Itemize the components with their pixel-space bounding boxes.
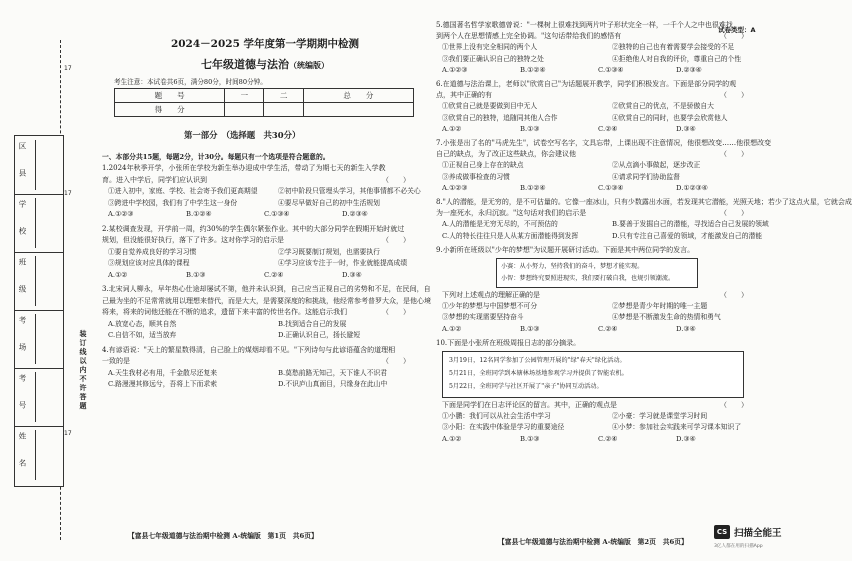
option[interactable]: ①进入初中，家庭、学校、社会寄予我们更高期望 [108, 187, 258, 195]
score-cell[interactable] [264, 103, 303, 117]
score-head: 二 [264, 89, 303, 103]
choice[interactable]: D.②③④ [676, 65, 702, 74]
binding-divider [15, 194, 63, 195]
choice[interactable]: A.①② [442, 124, 462, 133]
binding-field-input[interactable] [35, 140, 60, 190]
log-line: 5月21日，全班同学到本辖林场基地参观学习并提供了智能农机。 [449, 369, 628, 377]
binding-divider [15, 368, 63, 369]
answer-paren[interactable]: （ ） [720, 209, 748, 218]
binding-field-label: 学 校 [18, 200, 27, 241]
choice[interactable]: B.①②④ [186, 210, 212, 218]
answer-paren[interactable]: （ ） [382, 357, 410, 365]
choice[interactable]: C.②④ [264, 270, 284, 279]
option[interactable]: D.只有专注自己喜爱的领域，才能激发自己的潜能 [612, 231, 763, 240]
option[interactable]: ③小阳：在实践中体验是学习的重要途径 [442, 423, 565, 432]
binding-field-label: 姓 名 [18, 432, 27, 473]
question-stem: 一致的是 [102, 357, 130, 365]
binding-divider [15, 252, 63, 253]
choice[interactable]: B.①③ [520, 324, 540, 333]
option[interactable]: ④小梦：参加社会实践来可学习课本知识了 [612, 423, 742, 432]
binding-strip [0, 0, 100, 561]
choice[interactable]: C.①③④ [598, 183, 624, 192]
choice[interactable]: A.①②③ [442, 65, 468, 74]
choice[interactable]: B.①②④ [520, 183, 546, 192]
option[interactable]: A.人的潜能是无穷无尽的，不可预估的 [442, 220, 558, 229]
side-mark: 17 [64, 430, 72, 437]
choice[interactable]: D.②③④ [342, 210, 368, 218]
option[interactable]: ①少年的梦想与中国梦想不可分 [442, 302, 538, 311]
option[interactable]: D.正确认识自己，扬长避短 [278, 331, 361, 339]
binding-field-input[interactable] [35, 198, 60, 248]
option[interactable]: ④学习应该专注于一时，作业就能提高成绩 [278, 259, 408, 267]
option[interactable]: ③规划应该对应具体的课程 [108, 259, 190, 267]
question-stem: 7.小张是出了名的"马虎先生"，试卷空写名字，文具忘带，上课出现不注意情况，他很想改变……他很想改变 [436, 139, 772, 147]
question-stem: 到两个人在思想情感上完全协调。"这句话带给我们的感悟有 [436, 32, 622, 41]
option[interactable]: ②梦想是青少年时期的唯一主题 [612, 302, 708, 311]
answer-paren[interactable]: （ ） [720, 32, 748, 41]
choice[interactable]: A.①②③ [442, 183, 468, 192]
question-stem: 规划，但没能很好执行，落下了许多。这对你学习的启示是 [102, 236, 284, 244]
subject-title: 七年级道德与法治（统编版） [201, 58, 329, 71]
student-info-box [14, 135, 64, 487]
log-line: 5月22日，全班同学与社区开展了"亲子"协同互动活动。 [449, 382, 603, 390]
scanner-watermark [714, 523, 792, 555]
question-stem: 点，其中正确的有 [436, 91, 492, 100]
page-left [98, 0, 431, 561]
part1-title: 第一部分 （选择题 共30分） [184, 130, 301, 140]
choice[interactable]: C.①③④ [264, 210, 290, 218]
option[interactable]: ③梦想的实现需要坚持奋斗 [442, 313, 524, 322]
choice[interactable]: A.①② [108, 270, 128, 279]
binding-field-label: 考 号 [18, 374, 27, 415]
score-cell[interactable] [225, 103, 264, 117]
answer-paren[interactable]: （ ） [382, 236, 410, 244]
question-stem: 6.在道德与法治课上，老师以"欣赏自己"为话题展开教学，同学们积极发言。下面是部分同学的观 [436, 80, 737, 88]
question-sub: 下面是同学们在日志评论区的留言。其中，正确的观点是 [442, 400, 617, 409]
option[interactable]: ④要尽早做好自己的初中生活规划 [278, 198, 380, 207]
exam-type: 试卷类型：A [718, 26, 756, 34]
question-stem: 9.小新所在班级以"少年的梦想"为议题开展研讨活动。下面是其中两位同学的发言。 [436, 245, 695, 254]
scanner-name: 扫描全能王 [734, 528, 782, 539]
answer-paren[interactable]: （ ） [720, 91, 748, 100]
choice[interactable]: D.③④ [676, 124, 696, 133]
answer-paren[interactable]: （ ） [382, 308, 410, 316]
option[interactable]: ②独特的自己也有着需要学会接受的不足 [612, 43, 735, 52]
page-right [428, 0, 852, 561]
score-head: 总 分 [303, 89, 413, 103]
scanner-tagline: 3亿人都在用的扫描App [714, 544, 763, 549]
binding-field-label: 考 场 [18, 316, 27, 357]
option[interactable]: ③养成做事检查的习惯 [442, 172, 510, 181]
option[interactable]: C.自信不如，适当放弃 [108, 331, 177, 339]
binding-field-input[interactable] [35, 372, 60, 422]
choice[interactable]: B.①②④ [520, 65, 546, 74]
option[interactable]: ④欣赏自己的同时，也要学会欣赏他人 [612, 113, 728, 122]
page-footer: 【富县七年级道德与法治期中检测 A-统编版 第2页 共6页】 [498, 538, 688, 546]
scanner-logo: CS [714, 525, 730, 539]
choice[interactable]: C.②④ [598, 324, 618, 333]
question-stem: 育。进入中学后，同学们应认识到 [102, 175, 207, 184]
log-line: 3月19日，12名同学参加了公园管理开展的"绿"春天"绿化活动。 [449, 356, 626, 364]
question-stem: 1.2024年秋季开学，小张所在学校为新生举办迎成中学生活，带动了为期七天的新生入学教 [102, 164, 386, 172]
question-stem: 8."人的潜能，是无穷的，是不可估量的。它像一座冰山，只有少数露出水面，若发现其它潜能，光照天地；若少了这点火星，它就会成 [436, 198, 852, 206]
exam-notice: 考生注意：本试卷共6页，满分80分，时间80分钟。 [114, 78, 267, 86]
score-row-label: 得 分 [115, 103, 225, 117]
side-mark: 17 [64, 190, 72, 197]
option[interactable]: A.放宽心态，顺其自然 [108, 319, 177, 328]
binding-divider [15, 426, 63, 427]
option[interactable]: ③我们要正确认识自己的独特之处 [442, 54, 544, 63]
choice[interactable]: D.③④ [342, 270, 362, 279]
seal-notice: 装订线以内不许答题 [79, 330, 88, 411]
log-box [442, 351, 744, 398]
choice[interactable]: C.②④ [598, 434, 618, 443]
score-head: 题 号 [115, 89, 225, 103]
question-stem: 2.某校调查发现，开学前一周，约30%的学生偶尔紧张作业。其中的大部分同学在假期开始时就过 [102, 224, 405, 233]
option[interactable]: ①世界上没有完全相同的两个人 [442, 43, 538, 52]
option[interactable]: D.不识庐山真面目，只缘身在此山中 [278, 380, 388, 388]
binding-field-label: 班 级 [18, 258, 27, 299]
dialog-line: 小智：梦想终究要照进现实，我们要打破自我，也规引领潮流。 [501, 274, 675, 282]
option[interactable]: ①欣赏自己就是要做到目中无人 [442, 102, 538, 111]
choice[interactable]: C.①③④ [598, 65, 624, 74]
exam-title: 2024－2025 学年度第一学期期中检测 [170, 38, 360, 50]
question-stem: 自己的缺点，为了改正这些缺点，你会建议他 [436, 150, 576, 159]
option[interactable]: C.人的特长往往只是人从某方面潜能得到发挥 [442, 231, 579, 240]
right-questions [436, 20, 852, 520]
binding-field-input[interactable] [35, 256, 60, 306]
binding-divider [15, 310, 63, 311]
question-stem: 3.北宋词人柳永，早年热心仕途却屡试不第，他并未认识到，自己应当正视自己的劣势和不足，在民间，自 [102, 285, 431, 293]
option[interactable]: C.路漫漫其修远兮，吾将上下而求索 [108, 380, 218, 388]
score-cell[interactable] [303, 103, 413, 117]
binding-field-input[interactable] [35, 430, 60, 480]
question-stem: 5.德国著名哲学家歌德曾说："一棵树上很难找到两片叶子形状完全一样，一千个人之中也很难找 [436, 21, 733, 29]
option[interactable]: ③跨进中学校园，我们有了中学生这一身份 [108, 198, 238, 207]
score-table [114, 88, 414, 117]
choice[interactable]: B.①③ [520, 124, 540, 133]
question-stem: 为一座死水，永归沉寂。"这句话对我们的启示是 [436, 209, 587, 218]
choice[interactable]: A.①② [442, 324, 462, 333]
option[interactable]: ①正视自己身上存在的缺点 [442, 161, 524, 170]
option[interactable]: B.要善于发掘自己的潜能，寻找适合自己发展的领域 [612, 220, 769, 229]
question-sub: 下列对上述观点的理解正确的是 [442, 290, 540, 299]
answer-paren[interactable]: （ ） [720, 400, 748, 409]
question-stem: 己最为坐的不足常常就用以理想来替代，而是大大，是需要深度的和挑战，他经常参考普罗大众，是他心境 [102, 296, 431, 305]
choice[interactable]: D.③④ [676, 434, 696, 443]
option[interactable]: ②从点滴小事做起，逐步改正 [612, 161, 701, 170]
choice[interactable]: D.③④ [676, 324, 696, 333]
page-footer: 【富县七年级道德与法治期中检测 A-统编版 第1页 共6页】 [128, 532, 318, 540]
answer-paren[interactable]: （ ） [720, 290, 748, 299]
side-mark: 17 [64, 65, 72, 72]
left-questions [102, 163, 431, 493]
question-stem: 10.下面是小张所在班级周报日志的部分摘录。 [436, 338, 581, 347]
choice[interactable]: B.①③ [186, 270, 206, 279]
choice[interactable]: C.②④ [598, 124, 618, 133]
option[interactable]: ②小豪：学习就是课堂学习时间 [612, 412, 708, 421]
option[interactable]: A.天生我材必有用，千金散尽还复来 [108, 368, 218, 377]
choice[interactable]: B.①③ [520, 434, 540, 443]
choice[interactable]: A.①②③ [108, 210, 134, 218]
question-stem: 4.有谚语说："天上的繁星数得清，自己脸上的煤烟却看不见。"下列诗句与此谚语蕴含的道理相 [102, 345, 396, 354]
option[interactable]: ④拒绝他人对自我的评价，尊重自己的个性 [612, 54, 742, 63]
option[interactable]: B.莫愁前路无知己，天下谁人不识君 [278, 368, 388, 377]
score-head: 一 [225, 89, 264, 103]
choice[interactable]: D.①②③④ [676, 183, 708, 192]
option[interactable]: ①小鹏：我们可以从社会生活中学习 [442, 412, 551, 421]
binding-field-input[interactable] [35, 314, 60, 364]
dialog-box [496, 258, 698, 288]
answer-paren[interactable]: （ ） [382, 175, 410, 184]
option[interactable]: ①要自觉养成良好的学习习惯 [108, 247, 197, 256]
option[interactable]: ③欣赏自己的独特，追随同其他人合作 [442, 113, 558, 122]
option[interactable]: ④梦想是不断激发生命的热情和勇气 [612, 313, 721, 322]
option[interactable]: B.找到适合自己的发展 [278, 319, 347, 328]
dialog-line: 小赛：从小努力，坚持我们的奋斗，梦想才能实现。 [501, 262, 644, 270]
question-stem: 将来，将来的词他还能在不断的追求，遗留下来丰富的传世名作。这能启示我们 [102, 308, 347, 316]
answer-paren[interactable]: （ ） [720, 150, 748, 159]
choice[interactable]: A.①② [442, 434, 462, 443]
option[interactable]: ②初中阶段只管埋头学习，其他事情都不必关心 [278, 187, 421, 195]
option[interactable]: ②学习既要制订规划，也需要执行 [278, 247, 380, 256]
option[interactable]: ②欣赏自己的优点，不是骄傲自大 [612, 102, 714, 111]
option[interactable]: ④请求同学们协助监督 [612, 172, 680, 181]
binding-field-label: 区 县 [18, 142, 27, 183]
part1-instruction: 一、本部分共15题，每题2分，计30分。每题只有一个选项是符合题意的。 [102, 153, 330, 161]
